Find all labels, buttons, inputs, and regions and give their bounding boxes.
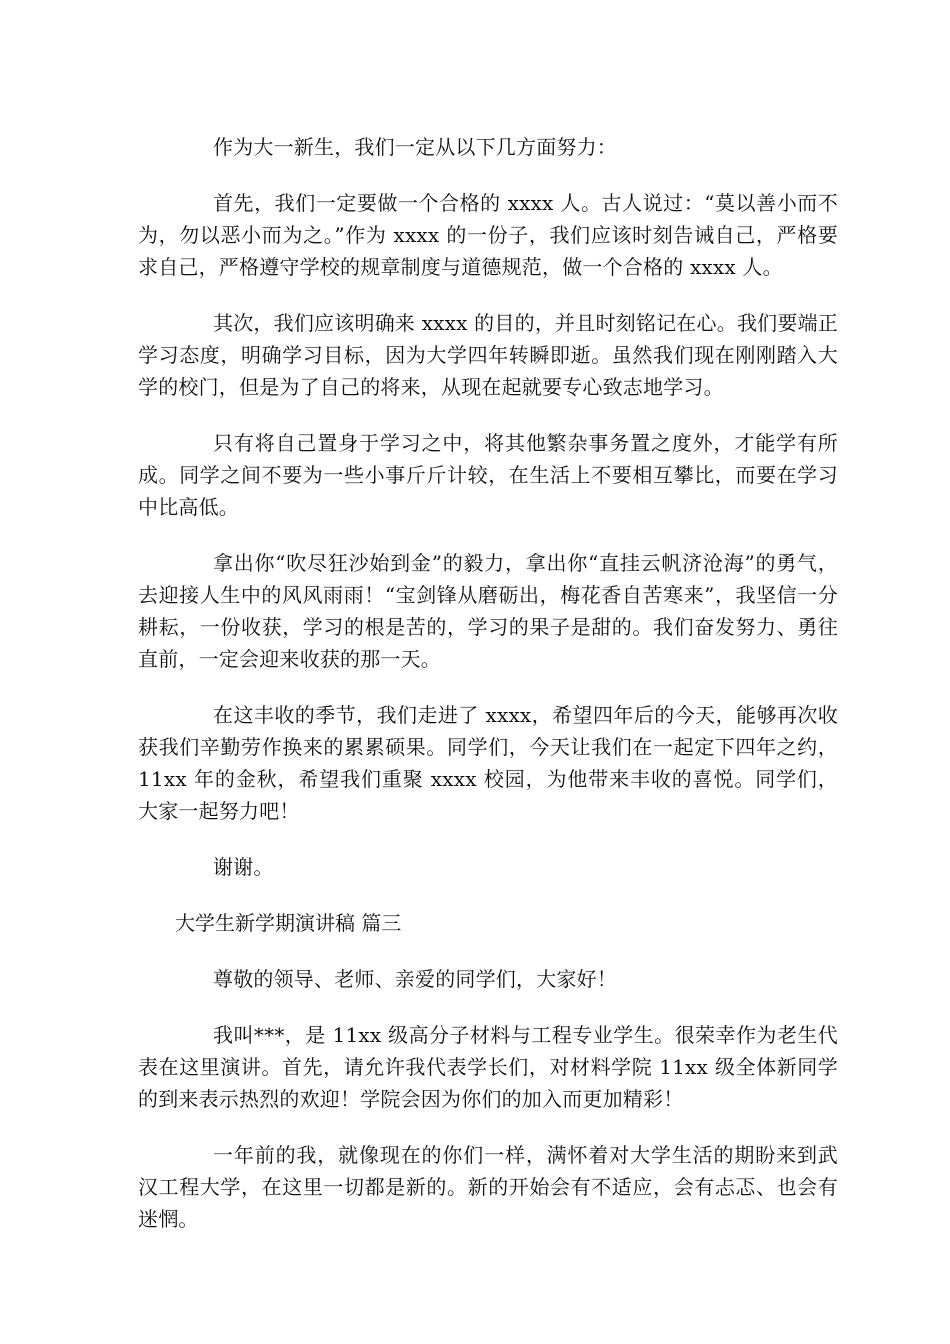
paragraph: 尊敬的领导、老师、亲爱的同学们，大家好！ — [213, 967, 617, 991]
paragraph: 其次，我们应该明确来 xxxx 的目的，并且时刻铭记在心。我们要端正学习态度，明确学习目标，因为大学四年转瞬即逝。虽然我们现在刚刚踏入大学的校门，但是为了自己的将来，从现在起就要专心致志地学习。 — [138, 311, 838, 399]
paragraph: 一年前的我，就像现在的你们一样，满怀着对大学生活的期盼来到武汉工程大学，在这里一切都是新的。新的开始会有不适应，会有忐忑、也会有迷惘。 — [138, 1143, 838, 1231]
paragraph: 首先，我们一定要做一个合格的 xxxx 人。古人说过：“莫以善小而不为，勿以恶小而为之。”作为 xxxx 的一份子，我们应该时刻告诫自己，严格要求自己，严格遵守学校的规章制度与道德规范，做一个合格的 xxxx 人。 — [138, 191, 838, 279]
paragraph: 谢谢。 — [213, 855, 274, 879]
paragraph: 拿出你“吹尽狂沙始到金”的毅力，拿出你“直挂云帆济沧海”的勇气，去迎接人生中的风风雨雨！“宝剑锋从磨砺出，梅花香自苦寒来”，我坚信一分耕耘，一份收获，学习的根是苦的，学习的果子是甜的。我们奋发努力、勇往直前，一定会迎来收获的那一天。 — [138, 551, 838, 671]
paragraph: 在这丰收的季节，我们走进了 xxxx，希望四年后的今天，能够再次收获我们辛勤劳作换来的累累硕果。同学们，今天让我们在一起定下四年之约，11xx 年的金秋，希望我们重聚 xxxx 校园，为他带来丰收的喜悦。同学们，大家一起努力吧！ — [138, 703, 838, 823]
paragraph: 作为大一新生，我们一定从以下几方面努力： — [213, 135, 617, 159]
section-heading: 大学生新学期演讲稿 篇三 — [175, 911, 402, 935]
paragraph: 我叫***，是 11xx 级高分子材料与工程专业学生。很荣幸作为老生代表在这里演讲。首先，请允许我代表学长们，对材料学院 11xx 级全体新同学的到来表示热烈的欢迎！学院会因为你们的加入而更加精彩！ — [138, 1023, 838, 1111]
paragraph: 只有将自己置身于学习之中，将其他繁杂事务置之度外，才能学有所成。同学之间不要为一些小事斤斤计较，在生活上不要相互攀比，而要在学习中比高低。 — [138, 431, 838, 519]
document-page — [138, 131, 838, 1259]
